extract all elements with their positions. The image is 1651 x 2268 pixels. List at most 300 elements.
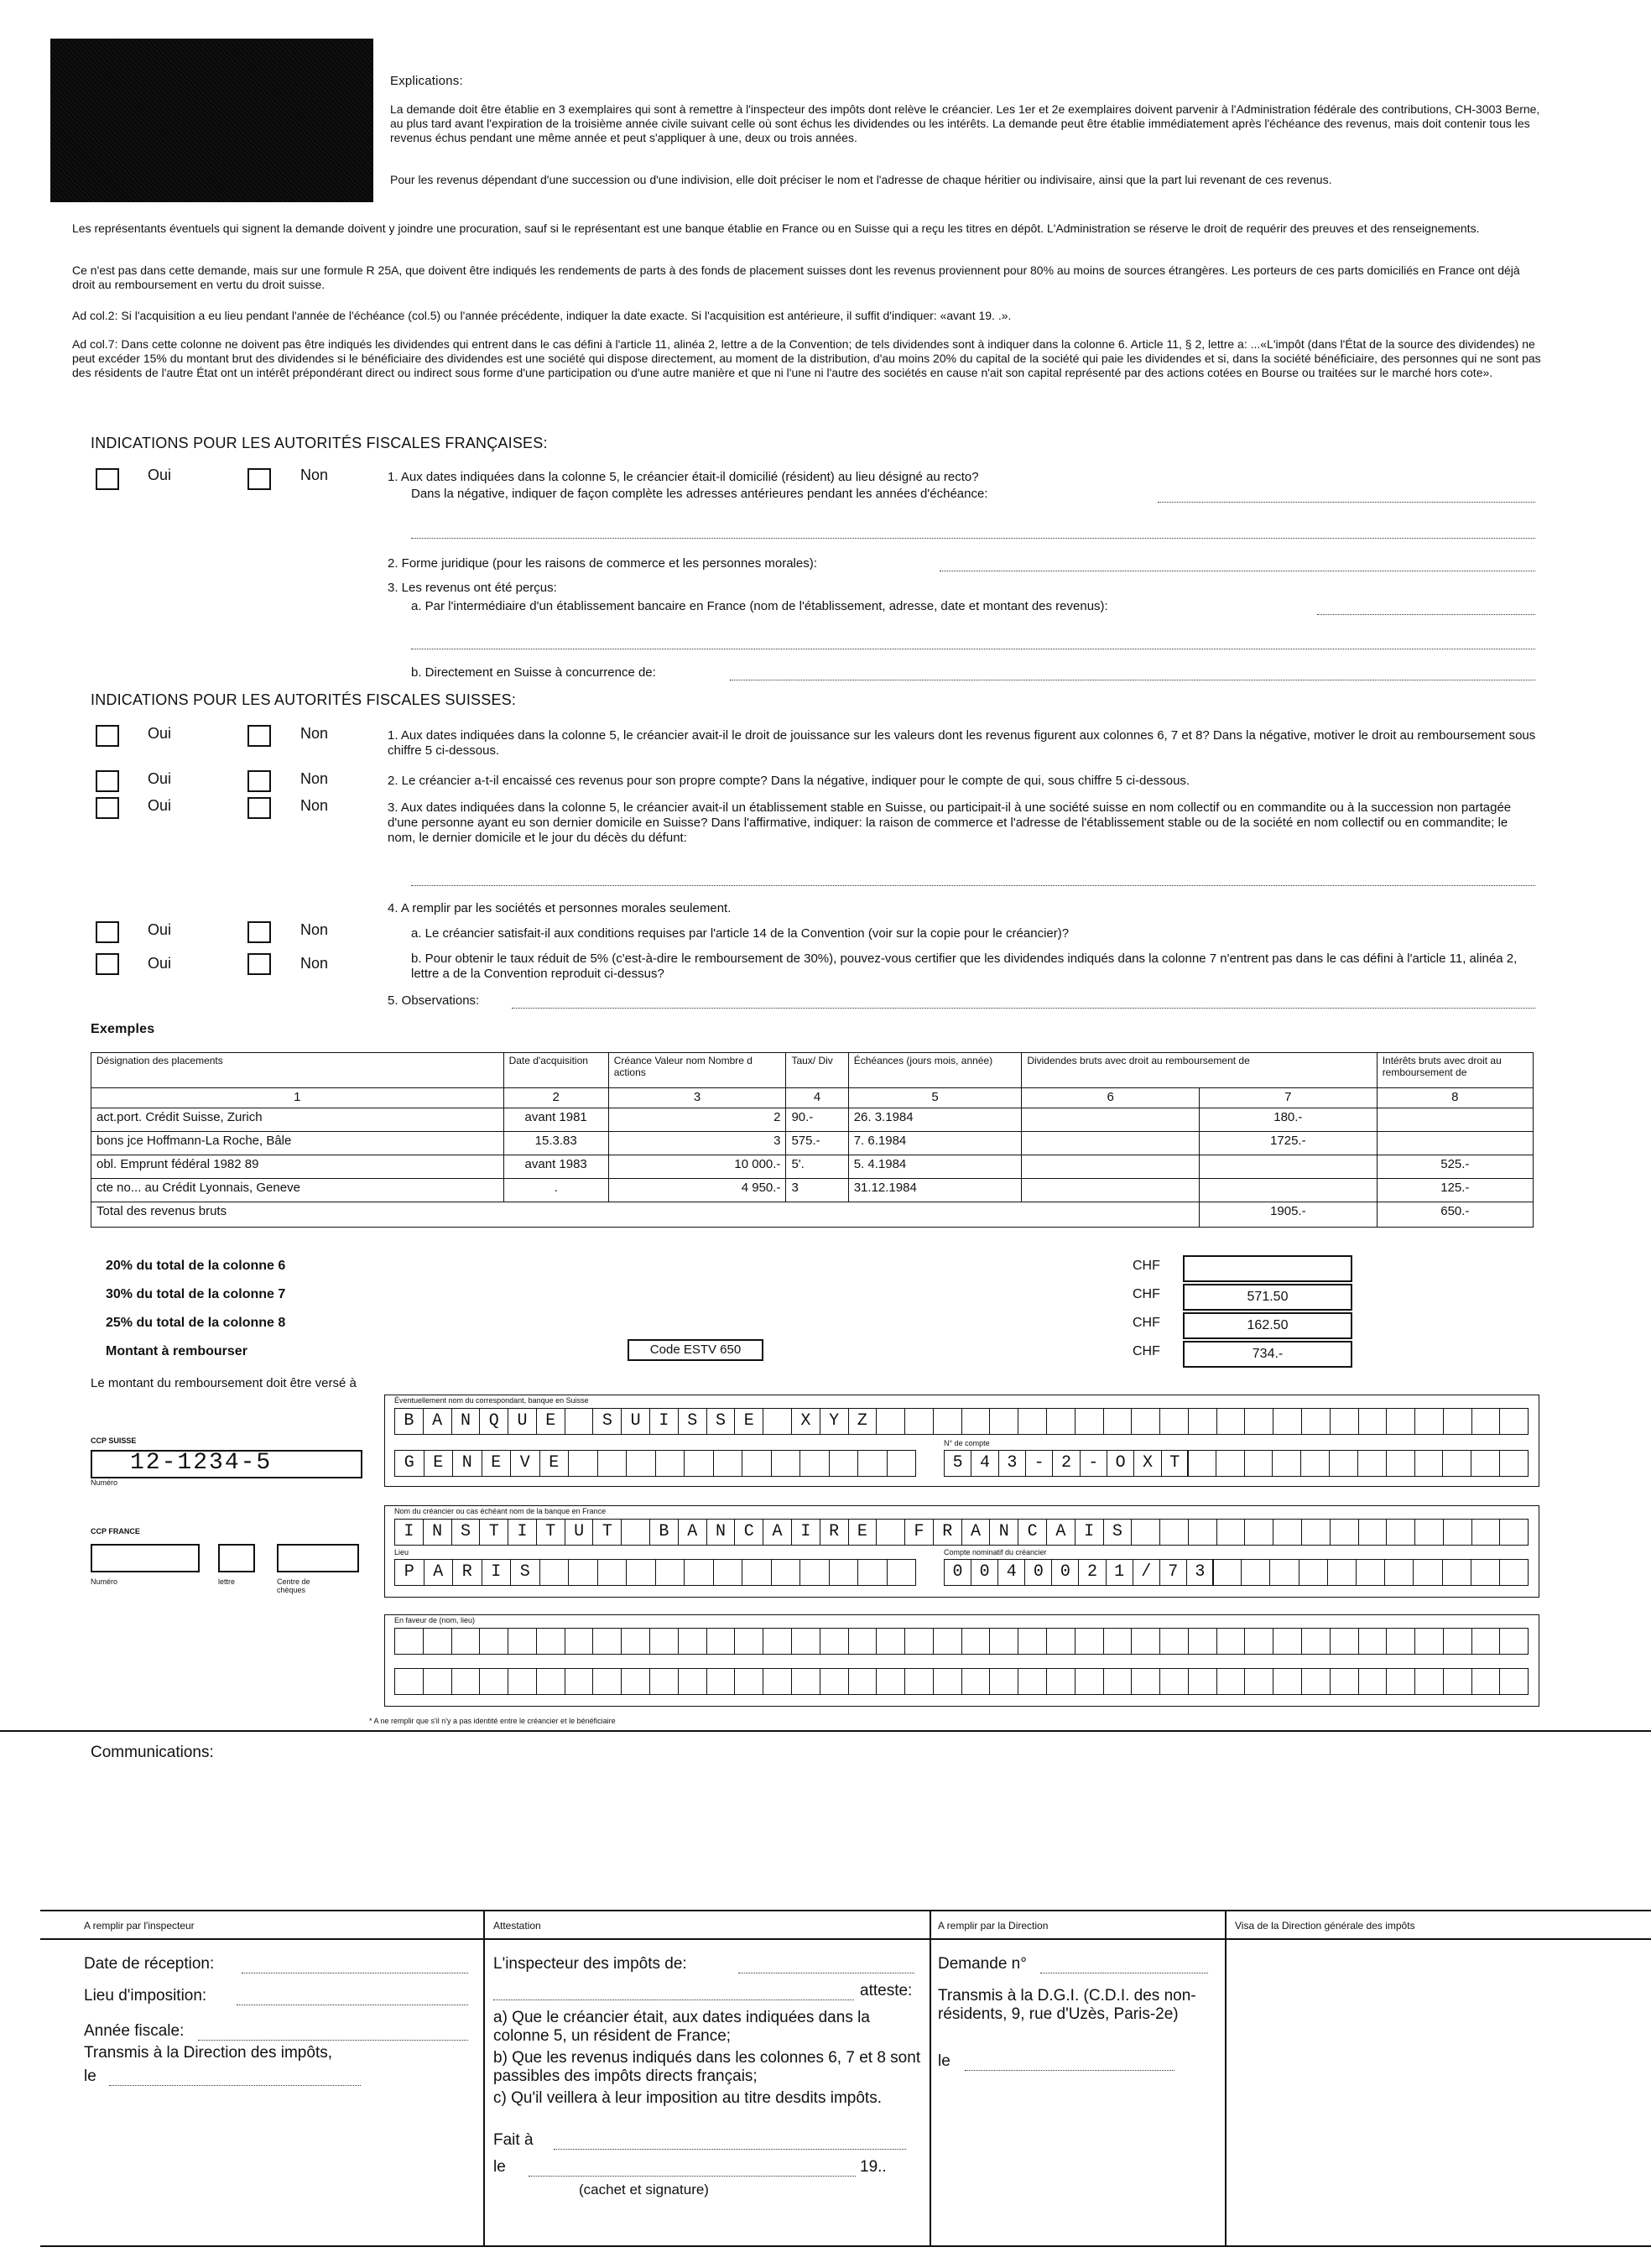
cell: 2 xyxy=(608,1108,786,1132)
calc-cur-20: CHF xyxy=(1133,1259,1160,1273)
char-cell xyxy=(1213,1560,1242,1585)
cell: 1725.- xyxy=(1200,1132,1378,1155)
th-taux: Taux/ Div xyxy=(786,1053,848,1088)
char-cell xyxy=(1132,1409,1160,1434)
char-cell xyxy=(792,1669,820,1694)
char-cell: N xyxy=(707,1520,736,1545)
bank2-line2-grid[interactable] xyxy=(394,1559,916,1586)
fr-q1-line[interactable] xyxy=(1158,501,1535,503)
char-cell xyxy=(1217,1669,1246,1694)
ch-q5-line[interactable] xyxy=(512,1007,1535,1009)
char-cell xyxy=(1385,1560,1414,1585)
char-cell xyxy=(1387,1669,1415,1694)
dir-demande: Demande n° xyxy=(938,1955,1027,1973)
char-cell xyxy=(1301,1451,1330,1476)
fr-q1-oui-checkbox[interactable] xyxy=(96,468,119,490)
char-cell xyxy=(735,1669,763,1694)
char-cell xyxy=(1302,1409,1331,1434)
char-cell: C xyxy=(735,1520,763,1545)
att-atteste-line[interactable] xyxy=(493,1999,854,2000)
char-cell xyxy=(1245,1629,1273,1654)
explication-para-3: Les représentants éventuels qui signent la demande doivent y joindre une procuration, sauf si le représentant est une banque établie en France ou en Suisse qui a reçu les titres en dépôt. L'Administration se réserve le droit de requérir des preuves et des renseignements. xyxy=(72,222,1480,235)
char-cell: 4 xyxy=(971,1451,998,1476)
char-cell: 3 xyxy=(999,1451,1026,1476)
char-cell xyxy=(742,1451,772,1476)
char-cell xyxy=(962,1669,991,1694)
char-cell xyxy=(763,1409,792,1434)
char-cell xyxy=(990,1669,1018,1694)
char-cell xyxy=(800,1451,830,1476)
explication-para-4: Ce n'est pas dans cette demande, mais sur une formule R 25A, que doivent être indiqués les rendements de parts à des fonds de placement suisses dont les revenus proviennent pour 80% au moins de sources étrangères. Les porteurs de ces parts domiciliés en France ont déjà droit au remboursement en vertu du droit suisse. xyxy=(72,263,1520,291)
ch-q3-line[interactable] xyxy=(411,884,1535,886)
char-cell xyxy=(1273,1629,1302,1654)
char-cell: A xyxy=(962,1520,991,1545)
cell: 90.- xyxy=(786,1108,848,1132)
char-cell xyxy=(1331,1520,1359,1545)
cell: 575.- xyxy=(786,1132,848,1155)
char-cell: 5 xyxy=(945,1451,971,1476)
char-cell xyxy=(424,1629,452,1654)
col-num-3: 3 xyxy=(608,1088,786,1108)
ch-q4b-non-label: Non xyxy=(300,955,329,972)
char-cell: - xyxy=(1026,1451,1053,1476)
remboursement-label: Le montant du remboursement doit être versé à xyxy=(91,1376,357,1390)
explications-title: Explications: xyxy=(390,74,463,88)
bottom-hdr-attestation: Attestation xyxy=(493,1920,541,1932)
bank3-line2-grid[interactable] xyxy=(394,1668,1529,1695)
att-inspecteur: L'inspecteur des impôts de: xyxy=(493,1955,687,1973)
cell: 180.- xyxy=(1200,1108,1378,1132)
bottom-hdr-direction: A remplir par la Direction xyxy=(938,1920,1049,1932)
char-cell xyxy=(707,1669,736,1694)
char-cell xyxy=(1500,1520,1528,1545)
char-cell xyxy=(1331,1669,1359,1694)
char-cell xyxy=(1357,1560,1385,1585)
insp-le-line[interactable] xyxy=(109,2084,361,2086)
bank3-header: En faveur de (nom, lieu) xyxy=(394,1616,476,1624)
dir-demande-line[interactable] xyxy=(1040,1972,1208,1973)
char-cell xyxy=(714,1560,743,1585)
insp-date-reception: Date de réception: xyxy=(84,1955,215,1973)
exemples-heading: Exemples xyxy=(91,1022,155,1036)
char-cell: 0 xyxy=(945,1560,971,1585)
char-cell: F xyxy=(905,1520,934,1545)
char-cell: S xyxy=(452,1520,481,1545)
char-cell: 2 xyxy=(1053,1451,1080,1476)
ch-q2-non-label: Non xyxy=(300,770,329,787)
char-cell: P xyxy=(395,1560,424,1585)
att-c: c) Qu'il veillera à leur imposition au titre desdits impôts. xyxy=(493,2089,882,2107)
fr-q1-non-checkbox[interactable] xyxy=(247,468,271,490)
char-cell xyxy=(1104,1669,1133,1694)
char-cell xyxy=(934,1669,962,1694)
char-cell xyxy=(1387,1629,1415,1654)
ch-q3-oui-checkbox[interactable] xyxy=(96,797,119,819)
char-cell xyxy=(830,1451,859,1476)
ch-q3-non-checkbox[interactable] xyxy=(247,797,271,819)
char-cell: I xyxy=(482,1560,512,1585)
total-label: Total des revenus bruts xyxy=(91,1202,1200,1228)
ch-q1-oui-checkbox[interactable] xyxy=(96,725,119,747)
ccp-france-sub-1: Numéro xyxy=(91,1577,118,1586)
char-cell: R xyxy=(820,1520,849,1545)
char-cell xyxy=(905,1409,934,1434)
char-cell: E xyxy=(849,1520,878,1545)
char-cell xyxy=(849,1629,878,1654)
char-cell xyxy=(1245,1520,1273,1545)
att-b: b) Que les revenus indiqués dans les colonnes 6, 7 et 8 sont passibles des impôts directs français; xyxy=(493,2049,921,2085)
char-cell xyxy=(877,1520,905,1545)
ch-q2-oui-checkbox[interactable] xyxy=(96,770,119,792)
char-cell: / xyxy=(1133,1560,1160,1585)
char-cell xyxy=(1270,1560,1299,1585)
char-cell xyxy=(1472,1520,1501,1545)
examples-table xyxy=(91,1052,1534,1228)
char-cell xyxy=(1302,1629,1331,1654)
bank3-line1-grid[interactable] xyxy=(394,1628,1529,1655)
ch-q1-non-label: Non xyxy=(300,725,329,742)
bank2-header: Nom du créancier ou cas échéant nom de la banque en France xyxy=(394,1507,607,1515)
char-cell: G xyxy=(395,1451,424,1476)
cell xyxy=(1200,1155,1378,1179)
fr-heading: INDICATIONS POUR LES AUTORITÉS FISCALES FRANÇAISES: xyxy=(91,435,548,451)
char-cell: A xyxy=(679,1520,707,1545)
cell: 4 950.- xyxy=(608,1179,786,1202)
char-cell xyxy=(1471,1451,1500,1476)
char-cell xyxy=(627,1451,656,1476)
bank1-line1-grid[interactable] xyxy=(394,1408,1529,1435)
char-cell: B xyxy=(395,1409,424,1434)
bottom-vsep-3 xyxy=(1225,1910,1227,2245)
char-cell xyxy=(877,1409,905,1434)
cell: . xyxy=(503,1179,608,1202)
char-cell xyxy=(1500,1669,1528,1694)
char-cell xyxy=(1217,1629,1246,1654)
ch-heading: INDICATIONS POUR LES AUTORITÉS FISCALES SUISSES: xyxy=(91,691,517,708)
char-cell xyxy=(679,1669,707,1694)
att-le-line[interactable] xyxy=(529,2175,856,2177)
char-cell xyxy=(1444,1409,1472,1434)
bank1-account-header: N° de compte xyxy=(944,1439,990,1447)
char-cell xyxy=(1216,1451,1245,1476)
cell: avant 1981 xyxy=(503,1108,608,1132)
bank1-account-grid-rest[interactable] xyxy=(1187,1450,1529,1477)
char-cell xyxy=(1414,1560,1442,1585)
dir-transmis: Transmis à la D.G.I. (C.D.I. des non-résidents, 9, rue d'Uzès, Paris-2e) xyxy=(938,1987,1196,2023)
ch-q4a-oui-checkbox[interactable] xyxy=(96,921,119,943)
char-cell: S xyxy=(679,1409,707,1434)
insp-lieu-line[interactable] xyxy=(237,2004,468,2005)
ccp-france-lettre-field[interactable] xyxy=(218,1544,255,1572)
fr-q1: 1. Aux dates indiquées dans la colonne 5, le créancier était-il domicilié (résident) au lieu désigné au recto? xyxy=(388,470,979,484)
char-cell: A xyxy=(424,1409,452,1434)
ch-q4b: b. Pour obtenir le taux réduit de 5% (c'est-à-dire le remboursement de 30%), pouvez-vous certifier que les dividendes indiqués dans la colonne 7 n'entrent pas dans le cas défini à l'article 11, alinéa 2, lettre a de la Convention reproduit ci-dessus? xyxy=(411,952,1518,981)
char-cell: U xyxy=(622,1409,650,1434)
char-cell: U xyxy=(508,1409,537,1434)
char-cell xyxy=(656,1560,685,1585)
ch-q3: 3. Aux dates indiquées dans la colonne 5, le créancier avait-il un établissement stable en Suisse, ou participait-il à une société suisse en nom collectif ou en commandite ou à la succession non partagée d'une personne ayant eu son dernier domicile en Suisse? Dans l'affirmative, indiquer: la raison de commerce et l'adresse de l'établissement stable ou de la société en nom collectif ou en commandite; le nom, le dernier domicile et le jour du décès du défunt: xyxy=(388,800,1512,845)
th-dividendes: Dividendes bruts avec droit au remboursement de xyxy=(1022,1053,1377,1088)
char-cell xyxy=(622,1629,650,1654)
fr-q2-line[interactable] xyxy=(940,570,1535,571)
char-cell: 1 xyxy=(1107,1560,1133,1585)
char-cell xyxy=(1189,1520,1217,1545)
char-cell xyxy=(452,1669,481,1694)
th-creance: Créance Valeur nom Nombre d actions xyxy=(608,1053,786,1088)
bank2-account-grid-rest[interactable] xyxy=(1212,1559,1529,1586)
char-cell xyxy=(1217,1520,1246,1545)
char-cell xyxy=(452,1629,481,1654)
char-cell xyxy=(685,1451,714,1476)
scanned-stamp-block xyxy=(50,39,373,202)
char-cell xyxy=(685,1560,714,1585)
char-cell xyxy=(1443,1451,1471,1476)
char-cell: 0 xyxy=(1052,1560,1079,1585)
ch-q2: 2. Le créancier a-t-il encaissé ces revenus pour son propre compte? Dans la négative, indiquer pour le compte de qui, sous chiffre 5 ci-dessous. xyxy=(388,774,1190,788)
ccp-france-sub-2: lettre xyxy=(218,1577,236,1586)
ch-q4a-oui-label: Oui xyxy=(148,921,172,938)
calc-val-total[interactable]: 734.- xyxy=(1183,1341,1352,1368)
table-row xyxy=(91,1132,1534,1155)
char-cell xyxy=(1472,1669,1501,1694)
fr-q2: 2. Forme juridique (pour les raisons de commerce et les personnes morales): xyxy=(388,556,817,571)
bottom-vsep-2 xyxy=(930,1910,931,2245)
char-cell xyxy=(1500,1560,1528,1585)
ccp-suisse-label: CCP SUISSE xyxy=(91,1436,137,1445)
bottom-hdr-line xyxy=(40,1938,1651,1940)
char-cell xyxy=(990,1409,1018,1434)
char-cell xyxy=(763,1669,792,1694)
char-cell: I xyxy=(1075,1520,1104,1545)
total-row xyxy=(91,1202,1534,1228)
att-atteste: atteste: xyxy=(860,1982,913,1999)
char-cell: N xyxy=(424,1520,452,1545)
char-cell: S xyxy=(511,1560,540,1585)
char-cell xyxy=(877,1669,905,1694)
th-echeances: Échéances (jours mois, année) xyxy=(848,1053,1022,1088)
fr-q1-b: Dans la négative, indiquer de façon complète les adresses antérieures pendant les années d'échéance: xyxy=(411,487,988,501)
char-cell xyxy=(1273,1451,1301,1476)
char-cell: T xyxy=(537,1520,565,1545)
ch-q1-non-checkbox[interactable] xyxy=(247,725,271,747)
insp-date-reception-line[interactable] xyxy=(242,1972,468,1973)
char-cell: 7 xyxy=(1160,1560,1187,1585)
char-cell: - xyxy=(1081,1451,1107,1476)
char-cell xyxy=(849,1669,878,1694)
bank2-lieu-label: Lieu xyxy=(394,1548,409,1556)
char-cell: 0 xyxy=(1025,1560,1052,1585)
ch-q4a: a. Le créancier satisfait-il aux conditions requises par l'article 14 de la Convention (voir sur la copie pour le créancier)? xyxy=(411,926,1070,941)
char-cell: 3 xyxy=(1195,1562,1206,1582)
char-cell xyxy=(1415,1520,1444,1545)
cell: bons jce Hoffmann-La Roche, Bâle xyxy=(91,1132,504,1155)
calc-cur-25: CHF xyxy=(1133,1316,1160,1330)
char-cell xyxy=(1188,1451,1216,1476)
insp-annee: Année fiscale: xyxy=(84,2022,185,2040)
footnote: * A ne remplir que s'il n'y a pas identité entre le créancier et le bénéficiaire xyxy=(369,1717,616,1725)
explication-para-5: Ad col.2: Si l'acquisition a eu lieu pendant l'année de l'échéance (col.5) ou l'année précédente, indiquer la date exacte. Si l'acquisition est antérieure, il suffit d'indiquer: «avant 19. .». xyxy=(72,309,1012,322)
char-cell xyxy=(480,1629,508,1654)
col-num-5: 5 xyxy=(848,1088,1022,1108)
ch-q4a-non-checkbox[interactable] xyxy=(247,921,271,943)
att-inspecteur-line[interactable] xyxy=(738,1972,914,1973)
char-cell xyxy=(820,1629,849,1654)
col-num-2: 2 xyxy=(503,1088,608,1108)
char-cell xyxy=(742,1560,772,1585)
total-col8: 650.- xyxy=(1377,1202,1533,1228)
char-cell xyxy=(1104,1629,1133,1654)
char-cell xyxy=(888,1451,916,1476)
char-cell xyxy=(707,1629,736,1654)
char-cell xyxy=(962,1629,991,1654)
ch-q4b-oui-checkbox[interactable] xyxy=(96,953,119,975)
char-cell xyxy=(537,1669,565,1694)
char-cell: A xyxy=(763,1520,792,1545)
ch-q4b-non-checkbox[interactable] xyxy=(247,953,271,975)
fr-q3a-line-2[interactable] xyxy=(411,648,1535,649)
char-cell xyxy=(1415,1451,1444,1476)
calc-cur-total: CHF xyxy=(1133,1344,1160,1358)
char-cell xyxy=(1018,1409,1047,1434)
char-cell xyxy=(735,1629,763,1654)
cell: 31.12.1984 xyxy=(848,1179,1022,1202)
char-cell: A xyxy=(424,1560,454,1585)
col-num-6: 6 xyxy=(1022,1088,1200,1108)
char-cell: E xyxy=(537,1409,565,1434)
char-cell xyxy=(1302,1669,1331,1694)
explication-para-6: Ad col.7: Dans cette colonne ne doivent pas être indiqués les dividendes qui entrent dans le cas défini à l'article 11, alinéa 2, lettre a de la Convention; de tels dividendes sont à indiquer dans la colonne 6. Article 11, § 2, lettre a: ...«L'impôt (dans l'État de la source des dividendes) ne peut excéder 15% du montant brut des dividendes si le bénéficiaire des dividendes est une société qui dispose directement, au moment de la distribution, d'au moins 20% du capital de la société qui paie les dividendes et si, dans la société bénéficiaire, des personnes qui ne sont pas des résidents de l'autre État ont un intérêt prépondérant direct ou indirect sous forme d'une participation ou d'une autre manière et que ni l'une ni l'autre des sociétés en cause n'ait son capital représenté par des actions cotées en Bourse ou traitées sur le marché hors cote». xyxy=(72,337,1541,379)
char-cell xyxy=(1471,1560,1500,1585)
dir-le-line[interactable] xyxy=(965,2069,1174,2071)
bottom-hdr-inspecteur: A remplir par l'inspecteur xyxy=(84,1920,195,1932)
char-cell xyxy=(830,1560,859,1585)
fr-q1-oui-label: Oui xyxy=(148,467,172,483)
divider xyxy=(0,1730,1651,1732)
char-cell: E xyxy=(482,1451,512,1476)
calc-val-20[interactable] xyxy=(1183,1255,1352,1282)
cell: 3 xyxy=(786,1179,848,1202)
cell: 7. 6.1984 xyxy=(848,1132,1022,1155)
ch-q2-non-checkbox[interactable] xyxy=(247,770,271,792)
calc-cur-30: CHF xyxy=(1133,1287,1160,1301)
cell: avant 1983 xyxy=(503,1155,608,1179)
char-cell xyxy=(540,1560,570,1585)
calc-row-30: 30% du total de la colonne 7 xyxy=(106,1287,286,1301)
char-cell xyxy=(1415,1409,1444,1434)
bank2-account-header: Compte nominatif du créancier xyxy=(944,1548,1047,1556)
char-cell xyxy=(679,1629,707,1654)
bottom-bottom-line xyxy=(40,2245,1651,2247)
char-cell: X xyxy=(792,1409,820,1434)
calc-row-total: Montant à rembourser xyxy=(106,1344,247,1358)
char-cell: C xyxy=(1018,1520,1047,1545)
ch-q3-non-label: Non xyxy=(300,797,329,814)
char-cell xyxy=(1387,1409,1415,1434)
char-cell: E xyxy=(540,1451,570,1476)
char-cell xyxy=(1500,1409,1528,1434)
bank2-line1-grid[interactable] xyxy=(394,1519,1529,1546)
char-cell: 0 xyxy=(971,1560,998,1585)
char-cell xyxy=(858,1451,888,1476)
th-interets: Intérêts bruts avec droit au remboursement de xyxy=(1377,1053,1533,1088)
ccp-france-label: CCP FRANCE xyxy=(91,1527,140,1535)
char-cell: X xyxy=(1134,1451,1161,1476)
char-cell xyxy=(593,1629,622,1654)
char-cell xyxy=(772,1451,801,1476)
char-cell xyxy=(1132,1520,1160,1545)
fr-q3b-line[interactable] xyxy=(730,679,1535,680)
insp-annee-line[interactable] xyxy=(198,2039,468,2041)
char-cell xyxy=(1160,1669,1189,1694)
char-cell xyxy=(1328,1560,1357,1585)
col-num-1: 1 xyxy=(91,1088,504,1108)
char-cell xyxy=(1242,1560,1270,1585)
char-cell: R xyxy=(934,1520,962,1545)
bank1-line2-grid[interactable] xyxy=(394,1450,916,1477)
char-cell xyxy=(565,1629,594,1654)
char-cell xyxy=(1500,1451,1528,1476)
char-cell: I xyxy=(508,1520,537,1545)
char-cell xyxy=(1047,1629,1075,1654)
fr-q1-line-2[interactable] xyxy=(411,537,1535,539)
char-cell xyxy=(622,1669,650,1694)
calc-val-25[interactable]: 162.50 xyxy=(1183,1312,1352,1339)
ch-q2-oui-label: Oui xyxy=(148,770,172,787)
ccp-suisse-numero: Numéro xyxy=(91,1478,118,1487)
calc-val-30[interactable]: 571.50 xyxy=(1183,1284,1352,1311)
cell: obl. Emprunt fédéral 1982 89 xyxy=(91,1155,504,1179)
char-cell xyxy=(1075,1629,1104,1654)
bank1-account-grid[interactable] xyxy=(944,1450,1189,1477)
ch-q5: 5. Observations: xyxy=(388,993,480,1008)
cell: 15.3.83 xyxy=(503,1132,608,1155)
char-cell xyxy=(820,1669,849,1694)
col-num-8: 8 xyxy=(1377,1088,1533,1108)
char-cell: A xyxy=(1047,1520,1075,1545)
fr-q3a: a. Par l'intermédiaire d'un établissement bancaire en France (nom de l'établissement, adresse, date et montant des revenus): xyxy=(411,599,1108,613)
char-cell xyxy=(650,1669,679,1694)
cell: 10 000.- xyxy=(608,1155,786,1179)
att-fait-line[interactable] xyxy=(554,2148,906,2150)
fr-q3a-line[interactable] xyxy=(1317,613,1535,615)
char-cell xyxy=(565,1409,594,1434)
char-cell xyxy=(1104,1409,1133,1434)
char-cell: O xyxy=(1107,1451,1134,1476)
char-cell xyxy=(1472,1409,1501,1434)
char-cell xyxy=(1443,1560,1471,1585)
cell: 3 xyxy=(608,1132,786,1155)
char-cell xyxy=(1075,1669,1104,1694)
cell xyxy=(1022,1155,1200,1179)
bank2-account-grid[interactable] xyxy=(944,1559,1214,1586)
ch-q4: 4. A remplir par les sociétés et personnes morales seulement. xyxy=(388,901,732,915)
att-cachet: (cachet et signature) xyxy=(579,2182,709,2198)
char-cell xyxy=(1160,1520,1189,1545)
ch-q1-oui-label: Oui xyxy=(148,725,172,742)
ccp-france-centre-field[interactable] xyxy=(277,1544,359,1572)
fr-q1-non-label: Non xyxy=(300,467,329,483)
char-cell xyxy=(627,1560,656,1585)
char-cell xyxy=(905,1629,934,1654)
cell xyxy=(1377,1132,1533,1155)
col-num-7: 7 xyxy=(1200,1088,1378,1108)
char-cell xyxy=(1189,1629,1217,1654)
ccp-france-numero-field[interactable] xyxy=(91,1544,200,1572)
char-cell xyxy=(1160,1409,1189,1434)
char-cell xyxy=(1299,1560,1328,1585)
cell: cte no... au Crédit Lyonnais, Geneve xyxy=(91,1179,504,1202)
char-cell xyxy=(1359,1669,1388,1694)
